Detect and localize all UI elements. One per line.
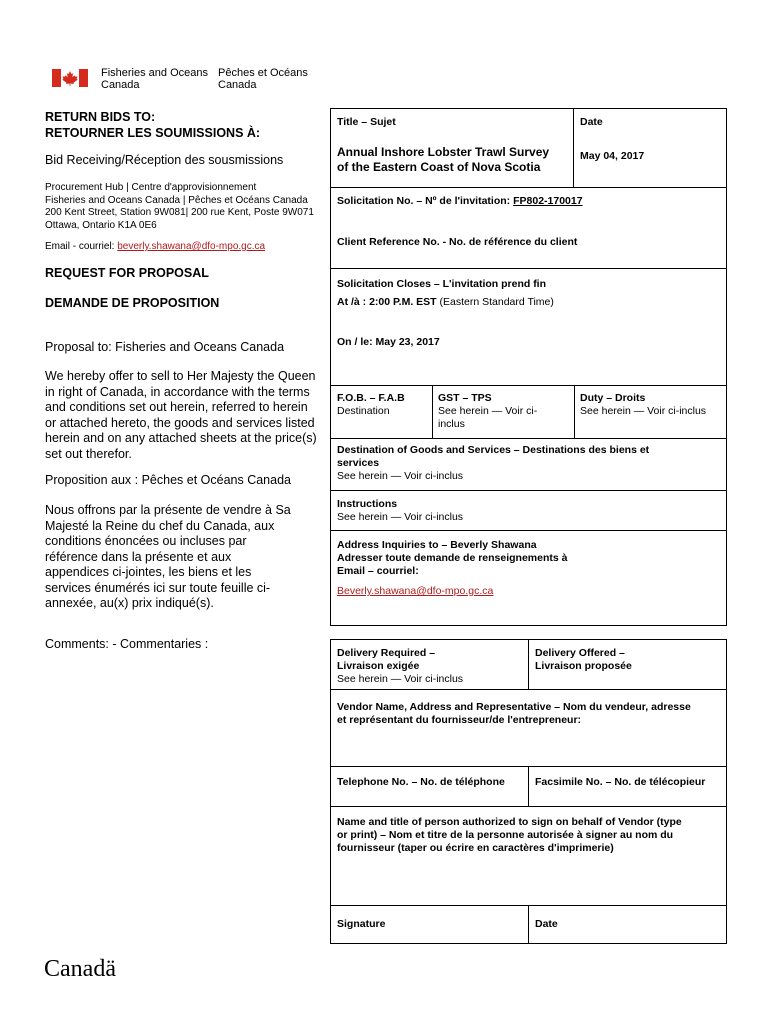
issue-date: May 04, 2017 — [580, 150, 645, 162]
solicitation-number — [337, 195, 583, 208]
destination-value: See herein — Voir ci-inclus — [337, 470, 464, 482]
title-line2: of the Eastern Coast of Nova Scotia — [337, 160, 541, 174]
return-bids-fr: RETOURNER LES SOUMISSIONS À: — [45, 126, 261, 140]
solicitation-title — [337, 145, 549, 175]
instructions-cell — [337, 498, 463, 524]
delivery-offered-label: Livraison proposée — [535, 660, 632, 672]
return-bids-en: RETURN BIDS TO: — [45, 110, 156, 124]
inquiries-line: Email – courriel: — [337, 565, 419, 577]
instructions-value: See herein — Voir ci-inclus — [337, 511, 464, 523]
offer-line: référence dans la présente et aux — [45, 549, 232, 564]
email-link[interactable]: beverly.shawana@dfo-mpo.gc.ca — [117, 241, 266, 252]
email-label: Email - courriel: — [45, 241, 118, 252]
closes-time-value: At /à : 2:00 P.M. EST — [337, 296, 437, 308]
inquiries-email-link[interactable]: Beverly.shawana@dfo-mpo.gc.ca — [337, 585, 494, 597]
solicitation-number-label: Solicitation No. – Nº de l'invitation: — [337, 195, 514, 207]
offer-line: conditions énoncées ou incluses par — [45, 534, 247, 548]
authorized-label-line: Name and title of person authorized to sign on behalf of Vendor (type — [337, 816, 682, 828]
offer-line: Majesté la Reine du chef du Canada, aux — [45, 518, 275, 533]
signature-label[interactable]: Signature — [337, 918, 386, 930]
closes-time — [337, 296, 554, 309]
destination-label: services — [337, 457, 380, 469]
fob-label: F.O.B. – F.A.B — [337, 392, 405, 404]
date-label: Date — [580, 116, 603, 128]
solicitation-number-value: FP802-170017 — [513, 195, 583, 207]
delivery-offered-cell — [535, 647, 632, 673]
offer-line: or attached hereto, the goods and services listed — [45, 415, 315, 430]
dept-en-line2: Canada — [101, 79, 140, 91]
offer-line: set out therefor. — [45, 446, 132, 461]
offer-line: herein and on any attached sheets at the price(s) — [45, 431, 317, 445]
closes-label: Solicitation Closes – L'invitation prend fin — [337, 278, 547, 290]
title-line1: Annual Inshore Lobster Trawl Survey — [337, 145, 550, 159]
address-block — [45, 182, 314, 232]
proposal-to: Proposal to: Fisheries and Oceans Canada — [45, 340, 285, 354]
fob-cell — [337, 392, 405, 418]
delivery-required-cell — [337, 647, 463, 686]
dept-fr-line1: Pêches et Océans — [218, 67, 308, 79]
offer-text-en — [45, 369, 317, 462]
authorized-label-line: or print) – Nom et titre de la personne autorisée à signer au nom du — [337, 829, 674, 841]
inquiries-line: Adresser toute demande de renseignements à — [337, 552, 568, 564]
signature-date-label[interactable]: Date — [535, 918, 558, 930]
bid-receiving: Bid Receiving/Réception des sousmissions — [45, 153, 284, 167]
canada-wordmark: Canadä — [44, 956, 116, 982]
offer-line: in right of Canada, in accordance with the terms — [45, 384, 310, 399]
duty-label: Duty – Droits — [580, 392, 646, 404]
inquiries-email[interactable] — [337, 585, 493, 598]
offer-line: services énumérés ici sur toute feuille ci- — [45, 580, 271, 595]
destination-cell — [337, 444, 649, 483]
destination-label: Destination of Goods and Services – Destinations des biens et — [337, 444, 650, 456]
instructions-label: Instructions — [337, 498, 398, 510]
inquiries-cell — [337, 539, 568, 578]
address-line: Ottawa, Ontario K1A 0E6 — [45, 219, 157, 231]
delivery-required-label: Livraison exigée — [337, 660, 420, 672]
inquiries-line: Address Inquiries to – Beverly Shawana — [337, 539, 537, 551]
authorized-person-label[interactable] — [337, 816, 682, 855]
gst-cell — [438, 392, 537, 431]
vendor-label-line: Vendor Name, Address and Representative – Nom du vendeur, adresse — [337, 701, 691, 713]
dept-name-fr — [218, 67, 308, 91]
rfp-heading-fr: DEMANDE DE PROPOSITION — [45, 296, 220, 310]
rfp-heading-en: REQUEST FOR PROPOSAL — [45, 266, 209, 280]
email-line — [45, 241, 265, 254]
dept-en-line1: Fisheries and Oceans — [101, 67, 208, 79]
client-reference: Client Reference No. - No. de référence du client — [337, 236, 578, 248]
duty-cell — [580, 392, 706, 418]
duty-value: See herein — Voir ci-inclus — [580, 405, 707, 417]
dept-name-en — [101, 67, 208, 91]
facsimile-label[interactable]: Facsimile No. – No. de télécopieur — [535, 776, 706, 788]
offer-line: Nous offrons par la présente de vendre à Sa — [45, 503, 291, 517]
title-label: Title – Sujet — [337, 116, 396, 128]
offer-text-fr — [45, 503, 291, 612]
telephone-label[interactable]: Telephone No. – No. de téléphone — [337, 776, 505, 788]
dept-fr-line2: Canada — [218, 79, 257, 91]
address-line: Fisheries and Oceans Canada | Pêches et Océans Canada — [45, 194, 308, 206]
offer-line: We hereby offer to sell to Her Majesty the Queen — [45, 369, 316, 383]
comments-label: Comments: - Commentaries : — [45, 637, 209, 651]
authorized-label-line: fournisseur (taper ou écrire en caractères d'imprimerie) — [337, 842, 614, 854]
vendor-label-line: et représentant du fournisseur/de l'entrepreneur: — [337, 714, 582, 726]
gst-label: GST – TPS — [438, 392, 492, 404]
gst-value: inclus — [438, 418, 465, 430]
delivery-required-label: Delivery Required – — [337, 647, 436, 659]
address-line: Procurement Hub | Centre d'approvisionnement — [45, 182, 257, 193]
vendor-name-label — [337, 701, 691, 727]
delivery-offered-label: Delivery Offered – — [535, 647, 625, 659]
canada-flag-icon — [52, 69, 88, 87]
delivery-required-value: See herein — Voir ci-inclus — [337, 673, 464, 685]
closes-date: On / le: May 23, 2017 — [337, 336, 440, 348]
closes-timezone: (Eastern Standard Time) — [436, 296, 554, 308]
address-line: 200 Kent Street, Station 9W081| 200 rue Kent, Poste 9W071 — [45, 207, 314, 218]
offer-line: and conditions set out herein, referred to herein — [45, 400, 308, 414]
offer-line: annexée, au(x) prix indiqué(s). — [45, 596, 214, 610]
proposition-aux: Proposition aux : Pêches et Océans Canada — [45, 473, 291, 487]
offer-line: appendices ci-jointes, les biens et les — [45, 565, 252, 579]
gst-value: See herein — Voir ci- — [438, 405, 538, 417]
fob-value: Destination — [337, 405, 390, 417]
